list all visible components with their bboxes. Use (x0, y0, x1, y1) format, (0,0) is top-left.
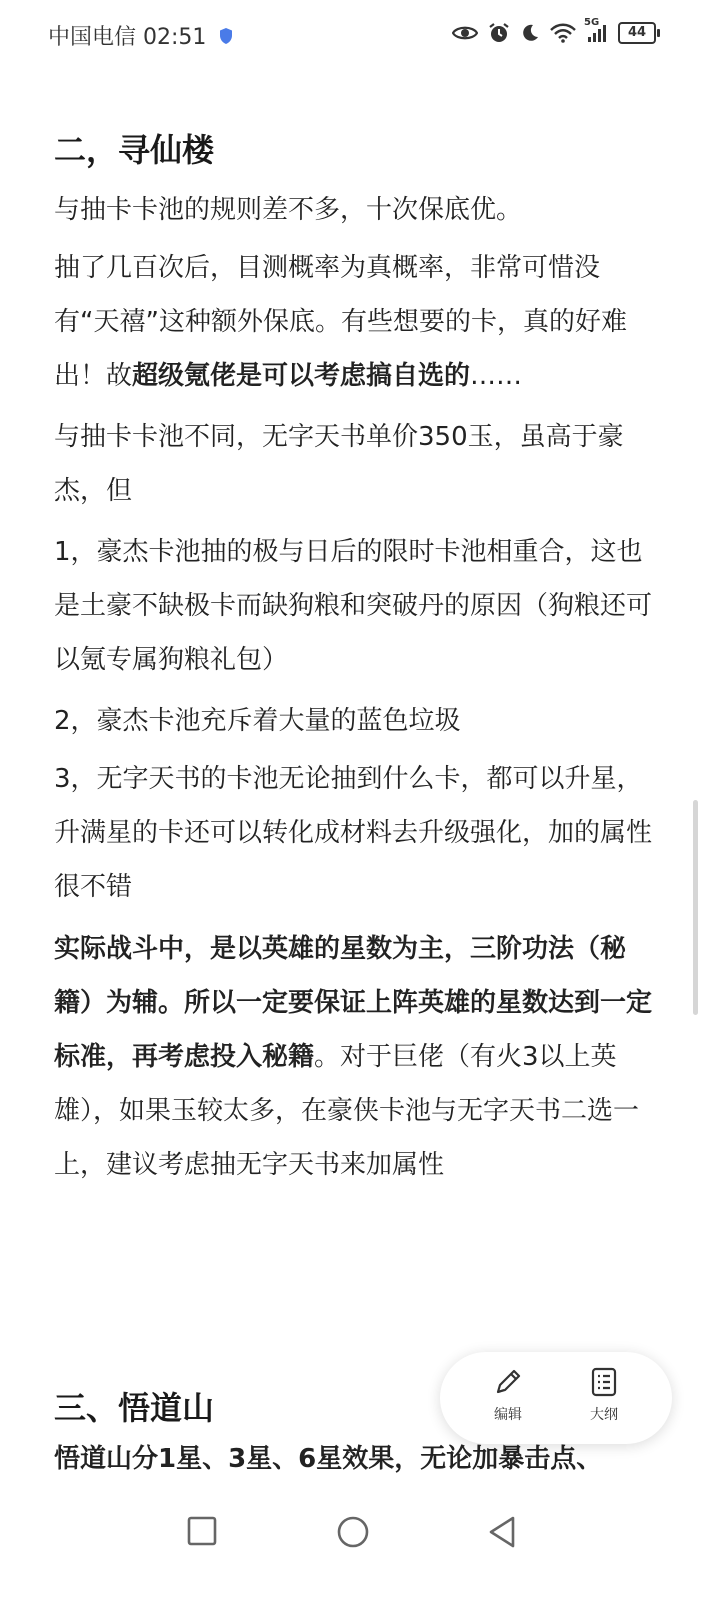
paragraph-2-ellipsis: …… (470, 361, 523, 391)
section-heading-3: 三、悟道山 (54, 1389, 215, 1427)
paragraph-7-bold: 实际战斗中，是以英雄的星数为主，三阶功法（秘籍）为辅。所以一定要保证上阵英雄的星数达到一定标准，再考虑投入秘籍 (54, 934, 653, 1072)
network-type: 5G (584, 17, 600, 28)
paragraph-7-text: 。对于巨佬（有火3以上英雄），如果玉较太多，在豪侠卡池与无字天书二选一上，建议考虑抽无字天书来加属性 (54, 1042, 640, 1180)
system-nav-bar (0, 1500, 720, 1600)
circle-icon (336, 1515, 370, 1549)
carrier-time-text: 中国电信 02:51 (48, 25, 207, 50)
shield-icon (219, 26, 233, 51)
triangle-back-icon (486, 1515, 518, 1549)
paragraph-5: 2，豪杰卡池充斥着大量的蓝色垃圾 (54, 706, 461, 736)
status-icons (452, 17, 660, 44)
section-heading-2: 二，寻仙楼 (54, 131, 215, 169)
outline-label: 大纲 (590, 1407, 618, 1423)
outline-button[interactable] (564, 1366, 644, 1424)
battery-icon (618, 22, 660, 44)
status-bar (0, 0, 720, 70)
paragraph-4: 1，豪杰卡池抽的极与日后的限时卡池相重合，这也是土豪不缺极卡而缺狗粮和突破丹的原因（狗粮还可以氪专属狗粮礼包） (54, 537, 653, 675)
carrier-time (48, 20, 233, 51)
paragraph-3: 与抽卡卡池不同，无字天书单价350玉，虽高于豪杰，但 (54, 422, 624, 506)
home-button[interactable] (336, 1515, 370, 1553)
paragraph-2-bold: 超级氪佬是可以考虑搞自选的 (132, 361, 471, 391)
eye-icon (452, 24, 478, 42)
floating-toolbar (440, 1352, 672, 1444)
paragraph-7 (54, 922, 664, 1192)
square-icon (186, 1515, 218, 1547)
edit-button[interactable] (468, 1366, 548, 1424)
scrollbar-thumb[interactable] (693, 800, 698, 1015)
recent-apps-button[interactable] (186, 1515, 218, 1551)
paragraph-6: 3，无字天书的卡池无论抽到什么卡，都可以升星，升满星的卡还可以转化成材料去升级强化，加的属性很不错 (54, 764, 653, 902)
wifi-icon (550, 23, 576, 43)
edit-label: 编辑 (494, 1407, 522, 1423)
paragraph-2 (54, 241, 664, 403)
moon-icon (520, 23, 540, 43)
paragraph-1: 与抽卡卡池的规则差不多，十次保底优。 (54, 195, 523, 225)
back-button[interactable] (486, 1515, 518, 1553)
section-3-paragraph-1: 悟道山分1星、3星、6星效果，无论加暴击点、 (54, 1444, 603, 1474)
paragraph-2-text: 抽了几百次后，目测概率为真概率，非常可惜没有“天禧”这种额外保底。有些想要的卡，真的好难出！故 (54, 253, 627, 391)
battery-level: 44 (618, 22, 656, 44)
signal-icon (584, 17, 608, 43)
alarm-icon (488, 22, 510, 44)
pencil-icon (468, 1366, 548, 1398)
list-icon (564, 1366, 644, 1398)
